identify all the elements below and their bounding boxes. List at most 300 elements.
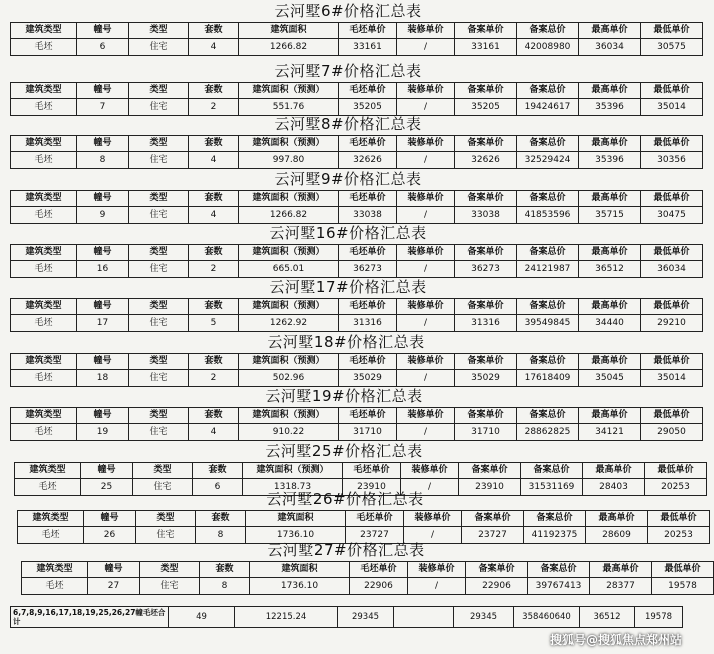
table-cell: 551.76 — [239, 99, 339, 116]
table-title: 云河墅27#价格汇总表 — [267, 541, 425, 559]
table-cell: 28403 — [583, 479, 645, 496]
table-cell: 住宅 — [140, 578, 200, 595]
table-cell: 1318.73 — [243, 479, 343, 496]
column-header: 建筑面积（预测） — [239, 299, 339, 315]
column-header: 毛坯单价 — [339, 354, 397, 370]
table-cell: 39549845 — [517, 315, 579, 332]
column-header: 最低单价 — [641, 136, 703, 152]
column-header: 套数 — [189, 191, 239, 207]
column-header: 幢号 — [81, 463, 133, 479]
table-cell: 35205 — [455, 99, 517, 116]
total-min-price: 19578 — [635, 607, 683, 628]
table-cell: 28377 — [590, 578, 652, 595]
table-title: 云河墅26#价格汇总表 — [266, 490, 424, 508]
column-header: 最高单价 — [579, 83, 641, 99]
table-cell: 36034 — [641, 261, 703, 278]
table-cell: 5 — [189, 315, 239, 332]
table-cell: 22906 — [466, 578, 528, 595]
header-row — [11, 191, 703, 207]
total-area: 12215.24 — [235, 607, 338, 628]
column-header: 最高单价 — [579, 136, 641, 152]
table-cell: 41853596 — [517, 207, 579, 224]
table-row — [11, 261, 703, 278]
total-max-price: 36512 — [580, 607, 635, 628]
column-header: 最高单价 — [579, 299, 641, 315]
column-header: 备案单价 — [455, 299, 517, 315]
column-header: 类型 — [129, 354, 189, 370]
header-row — [11, 408, 703, 424]
table-cell: 35205 — [339, 99, 397, 116]
table-cell: 23727 — [462, 527, 524, 544]
table-title: 云河墅7#价格汇总表 — [274, 62, 422, 80]
column-header: 类型 — [129, 245, 189, 261]
building-block — [14, 442, 694, 494]
column-header: 类型 — [129, 136, 189, 152]
column-header: 毛坯单价 — [339, 299, 397, 315]
table-cell: 23910 — [343, 479, 401, 496]
header-row — [11, 83, 703, 99]
table-cell: 1266.82 — [239, 39, 339, 56]
table-cell: 毛坯 — [11, 261, 77, 278]
column-header: 套数 — [189, 23, 239, 39]
column-header: 最低单价 — [641, 83, 703, 99]
column-header: 装修单价 — [397, 354, 455, 370]
table-cell: 毛坯 — [11, 39, 77, 56]
building-block — [21, 541, 701, 593]
building-block — [10, 115, 690, 167]
table-cell: / — [397, 370, 455, 387]
column-header: 套数 — [189, 245, 239, 261]
table-cell: 4 — [189, 424, 239, 441]
table-cell: 33161 — [455, 39, 517, 56]
table-cell: 2 — [189, 261, 239, 278]
column-header: 类型 — [129, 191, 189, 207]
column-header: 最高单价 — [579, 191, 641, 207]
table-cell: 1736.10 — [246, 527, 346, 544]
table-cell: 42008980 — [517, 39, 579, 56]
column-header: 最低单价 — [641, 191, 703, 207]
table-cell: 31710 — [455, 424, 517, 441]
column-header: 幢号 — [77, 245, 129, 261]
table-cell: 41192375 — [524, 527, 586, 544]
column-header: 幢号 — [77, 299, 129, 315]
table-cell: 36034 — [579, 39, 641, 56]
watermark — [550, 631, 682, 648]
column-header: 装修单价 — [397, 136, 455, 152]
table-cell: 36273 — [339, 261, 397, 278]
table-title: 云河墅18#价格汇总表 — [267, 333, 425, 351]
table-cell: 20253 — [645, 479, 707, 496]
column-header: 装修单价 — [397, 23, 455, 39]
table-cell: 住宅 — [129, 370, 189, 387]
table-cell: 毛坯 — [11, 99, 77, 116]
table-cell: 36273 — [455, 261, 517, 278]
table-cell: / — [401, 479, 459, 496]
column-header: 备案单价 — [455, 83, 517, 99]
column-header: 幢号 — [77, 23, 129, 39]
price-table — [10, 190, 703, 224]
table-cell: 2 — [189, 370, 239, 387]
table-cell: 8 — [196, 527, 246, 544]
column-header: 装修单价 — [397, 83, 455, 99]
column-header: 最高单价 — [579, 408, 641, 424]
table-title: 云河墅9#价格汇总表 — [274, 170, 422, 188]
table-cell: 9 — [77, 207, 129, 224]
column-header: 建筑类型 — [11, 23, 77, 39]
column-header: 最低单价 — [641, 408, 703, 424]
column-header: 建筑面积（预测） — [243, 463, 343, 479]
table-cell: 8 — [200, 578, 250, 595]
table-cell: 35045 — [579, 370, 641, 387]
column-header: 建筑类型 — [11, 245, 77, 261]
column-header: 建筑类型 — [11, 191, 77, 207]
column-header: 建筑面积（预测） — [239, 83, 339, 99]
column-header: 建筑类型 — [11, 83, 77, 99]
column-header: 建筑类型 — [22, 562, 88, 578]
building-block — [10, 2, 690, 54]
building-block — [10, 224, 690, 276]
table-cell: 29210 — [641, 315, 703, 332]
header-row — [18, 511, 710, 527]
table-cell: 502.96 — [239, 370, 339, 387]
column-header: 类型 — [129, 299, 189, 315]
table-cell: 毛坯 — [11, 207, 77, 224]
column-header: 毛坯单价 — [350, 562, 408, 578]
column-header: 毛坯单价 — [346, 511, 404, 527]
column-header: 备案总价 — [524, 511, 586, 527]
column-header: 最高单价 — [583, 463, 645, 479]
table-cell: 27 — [88, 578, 140, 595]
column-header: 最高单价 — [590, 562, 652, 578]
column-header: 最高单价 — [579, 354, 641, 370]
table-cell: 29050 — [641, 424, 703, 441]
column-header: 幢号 — [88, 562, 140, 578]
table-cell: / — [408, 578, 466, 595]
header-row — [11, 23, 703, 39]
table-title: 云河墅19#价格汇总表 — [265, 387, 423, 405]
table-cell: 35014 — [641, 99, 703, 116]
price-table — [10, 298, 703, 332]
column-header: 建筑面积 — [246, 511, 346, 527]
table-cell: 35396 — [579, 99, 641, 116]
table-cell: 24121987 — [517, 261, 579, 278]
table-cell: 毛坯 — [11, 152, 77, 169]
column-header: 建筑面积 — [250, 562, 350, 578]
table-cell: 18 — [77, 370, 129, 387]
table-cell: 30475 — [641, 207, 703, 224]
column-header: 最低单价 — [641, 245, 703, 261]
column-header: 类型 — [129, 408, 189, 424]
column-header: 备案总价 — [517, 83, 579, 99]
column-header: 建筑面积（预测） — [239, 136, 339, 152]
watermark-text: 搜狐号@搜狐焦点郑州站 — [549, 633, 682, 647]
table-cell: 7 — [77, 99, 129, 116]
table-cell: 19578 — [652, 578, 714, 595]
table-cell: 31531169 — [521, 479, 583, 496]
header-row — [22, 562, 714, 578]
column-header: 套数 — [189, 354, 239, 370]
building-block — [10, 62, 690, 114]
table-cell: 35715 — [579, 207, 641, 224]
price-table — [21, 561, 714, 595]
table-cell: / — [397, 39, 455, 56]
column-header: 装修单价 — [397, 245, 455, 261]
total-decor-price — [394, 607, 454, 628]
column-header: 幢号 — [77, 408, 129, 424]
table-cell: 住宅 — [129, 315, 189, 332]
column-header: 建筑类型 — [11, 299, 77, 315]
table-row — [11, 39, 703, 56]
price-table — [10, 244, 703, 278]
table-cell: 毛坯 — [11, 424, 77, 441]
total-rough-price: 29345 — [338, 607, 394, 628]
table-cell: 2 — [189, 99, 239, 116]
price-table — [10, 353, 703, 387]
building-block — [17, 490, 697, 542]
price-table — [10, 135, 703, 169]
table-cell: 23910 — [459, 479, 521, 496]
column-header: 装修单价 — [408, 562, 466, 578]
table-cell: 16 — [77, 261, 129, 278]
column-header: 最高单价 — [586, 511, 648, 527]
column-header: 备案单价 — [462, 511, 524, 527]
column-header: 毛坯单价 — [339, 83, 397, 99]
table-cell: 35029 — [339, 370, 397, 387]
price-table — [17, 510, 710, 544]
column-header: 类型 — [140, 562, 200, 578]
total-record-price: 29345 — [454, 607, 514, 628]
table-cell: 住宅 — [129, 207, 189, 224]
column-header: 幢号 — [84, 511, 136, 527]
table-cell: 25 — [81, 479, 133, 496]
column-header: 备案总价 — [517, 408, 579, 424]
column-header: 备案总价 — [517, 191, 579, 207]
column-header: 幢号 — [77, 136, 129, 152]
column-header: 毛坯单价 — [339, 23, 397, 39]
column-header: 类型 — [133, 463, 193, 479]
table-cell: 6 — [77, 39, 129, 56]
table-title: 云河墅16#价格汇总表 — [269, 224, 427, 242]
table-cell: 住宅 — [133, 479, 193, 496]
table-cell: 6 — [193, 479, 243, 496]
table-cell: 910.22 — [239, 424, 339, 441]
column-header: 备案总价 — [517, 299, 579, 315]
column-header: 幢号 — [77, 191, 129, 207]
price-table — [10, 22, 703, 56]
table-row — [11, 315, 703, 332]
column-header: 类型 — [129, 23, 189, 39]
table-cell: / — [397, 99, 455, 116]
column-header: 毛坯单价 — [343, 463, 401, 479]
table-cell: 23727 — [346, 527, 404, 544]
column-header: 建筑面积（预测） — [239, 191, 339, 207]
table-cell: 4 — [189, 207, 239, 224]
column-header: 最低单价 — [652, 562, 714, 578]
table-cell: 22906 — [350, 578, 408, 595]
column-header: 毛坯单价 — [339, 408, 397, 424]
building-block — [10, 333, 690, 385]
column-header: 装修单价 — [401, 463, 459, 479]
column-header: 建筑类型 — [11, 354, 77, 370]
column-header: 幢号 — [77, 354, 129, 370]
column-header: 备案单价 — [466, 562, 528, 578]
column-header: 备案总价 — [517, 23, 579, 39]
column-header: 套数 — [189, 83, 239, 99]
column-header: 套数 — [189, 299, 239, 315]
table-title: 云河墅8#价格汇总表 — [274, 115, 422, 133]
table-cell: 4 — [189, 39, 239, 56]
table-cell: 34121 — [579, 424, 641, 441]
column-header: 建筑类型 — [11, 408, 77, 424]
column-header: 装修单价 — [404, 511, 462, 527]
table-cell: 32626 — [455, 152, 517, 169]
column-header: 备案总价 — [517, 136, 579, 152]
table-cell: / — [397, 424, 455, 441]
column-header: 备案单价 — [455, 245, 517, 261]
column-header: 套数 — [200, 562, 250, 578]
table-title: 云河墅17#价格汇总表 — [269, 278, 427, 296]
table-cell: 997.80 — [239, 152, 339, 169]
column-header: 建筑面积（预测） — [239, 354, 339, 370]
total-count: 49 — [169, 607, 235, 628]
column-header: 套数 — [189, 408, 239, 424]
column-header: 套数 — [196, 511, 246, 527]
table-cell: 35014 — [641, 370, 703, 387]
column-header: 类型 — [136, 511, 196, 527]
table-cell: 住宅 — [129, 261, 189, 278]
table-cell: 31710 — [339, 424, 397, 441]
table-row — [11, 207, 703, 224]
column-header: 毛坯单价 — [339, 191, 397, 207]
total-label: 6,7,8,9,16,17,18,19,25,26,27幢毛坯合计 — [11, 607, 169, 628]
table-cell: 8 — [77, 152, 129, 169]
column-header: 备案总价 — [528, 562, 590, 578]
table-cell: 住宅 — [136, 527, 196, 544]
table-row — [22, 578, 714, 595]
table-cell: 毛坯 — [11, 315, 77, 332]
column-header: 最高单价 — [579, 245, 641, 261]
column-header: 建筑面积 — [239, 23, 339, 39]
table-cell: 毛坯 — [11, 370, 77, 387]
table-row — [11, 152, 703, 169]
table-row — [11, 424, 703, 441]
total-record-total: 358460640 — [514, 607, 580, 628]
table-cell: / — [397, 261, 455, 278]
column-header: 备案总价 — [517, 245, 579, 261]
total-summary-table — [10, 606, 682, 628]
building-block — [10, 387, 690, 439]
table-cell: 35396 — [579, 152, 641, 169]
table-cell: 1736.10 — [250, 578, 350, 595]
table-cell: 4 — [189, 152, 239, 169]
building-block — [10, 170, 690, 222]
column-header: 装修单价 — [397, 408, 455, 424]
column-header: 备案单价 — [455, 408, 517, 424]
table-cell: 17618409 — [517, 370, 579, 387]
column-header: 装修单价 — [397, 299, 455, 315]
table-cell: 36512 — [579, 261, 641, 278]
table-cell: 35029 — [455, 370, 517, 387]
table-cell: / — [397, 152, 455, 169]
column-header: 备案单价 — [455, 354, 517, 370]
table-title: 云河墅25#价格汇总表 — [265, 442, 423, 460]
table-cell: / — [397, 315, 455, 332]
column-header: 建筑类型 — [11, 136, 77, 152]
column-header: 建筑面积（预测） — [239, 245, 339, 261]
column-header: 类型 — [129, 83, 189, 99]
table-cell: 30575 — [641, 39, 703, 56]
table-cell: 住宅 — [129, 424, 189, 441]
header-row — [15, 463, 707, 479]
table-cell: 30356 — [641, 152, 703, 169]
column-header: 套数 — [189, 136, 239, 152]
column-header: 幢号 — [77, 83, 129, 99]
table-cell: 19 — [77, 424, 129, 441]
column-header: 备案单价 — [459, 463, 521, 479]
table-cell: 26 — [84, 527, 136, 544]
table-cell: / — [404, 527, 462, 544]
table-cell: 1262.92 — [239, 315, 339, 332]
column-header: 最低单价 — [641, 354, 703, 370]
table-cell: 33038 — [339, 207, 397, 224]
column-header: 建筑类型 — [18, 511, 84, 527]
table-cell: 32626 — [339, 152, 397, 169]
table-row — [11, 99, 703, 116]
table-cell: 32529424 — [517, 152, 579, 169]
table-cell: 毛坯 — [15, 479, 81, 496]
table-cell: 39767413 — [528, 578, 590, 595]
header-row — [11, 299, 703, 315]
price-table — [10, 407, 703, 441]
table-cell: 20253 — [648, 527, 710, 544]
table-cell: 住宅 — [129, 99, 189, 116]
column-header: 备案总价 — [521, 463, 583, 479]
table-cell: / — [397, 207, 455, 224]
table-row — [11, 370, 703, 387]
table-cell: 毛坯 — [22, 578, 88, 595]
table-cell: 1266.82 — [239, 207, 339, 224]
column-header: 最低单价 — [645, 463, 707, 479]
column-header: 最低单价 — [648, 511, 710, 527]
table-title: 云河墅6#价格汇总表 — [274, 2, 422, 20]
table-cell: 33038 — [455, 207, 517, 224]
column-header: 备案单价 — [455, 136, 517, 152]
column-header: 最低单价 — [641, 299, 703, 315]
table-cell: 28609 — [586, 527, 648, 544]
column-header: 毛坯单价 — [339, 245, 397, 261]
column-header: 备案单价 — [455, 191, 517, 207]
building-block — [10, 278, 690, 330]
table-cell: 住宅 — [129, 152, 189, 169]
column-header: 毛坯单价 — [339, 136, 397, 152]
table-cell: 31316 — [455, 315, 517, 332]
table-cell: 17 — [77, 315, 129, 332]
column-header: 装修单价 — [397, 191, 455, 207]
table-cell: 19424617 — [517, 99, 579, 116]
table-cell: 28862825 — [517, 424, 579, 441]
table-cell: 31316 — [339, 315, 397, 332]
header-row — [11, 245, 703, 261]
table-cell: 住宅 — [129, 39, 189, 56]
column-header: 备案总价 — [517, 354, 579, 370]
table-cell: 33161 — [339, 39, 397, 56]
table-cell: 34440 — [579, 315, 641, 332]
column-header: 最高单价 — [579, 23, 641, 39]
column-header: 建筑类型 — [15, 463, 81, 479]
column-header: 最低单价 — [641, 23, 703, 39]
price-table — [10, 82, 703, 116]
table-cell: 毛坯 — [18, 527, 84, 544]
